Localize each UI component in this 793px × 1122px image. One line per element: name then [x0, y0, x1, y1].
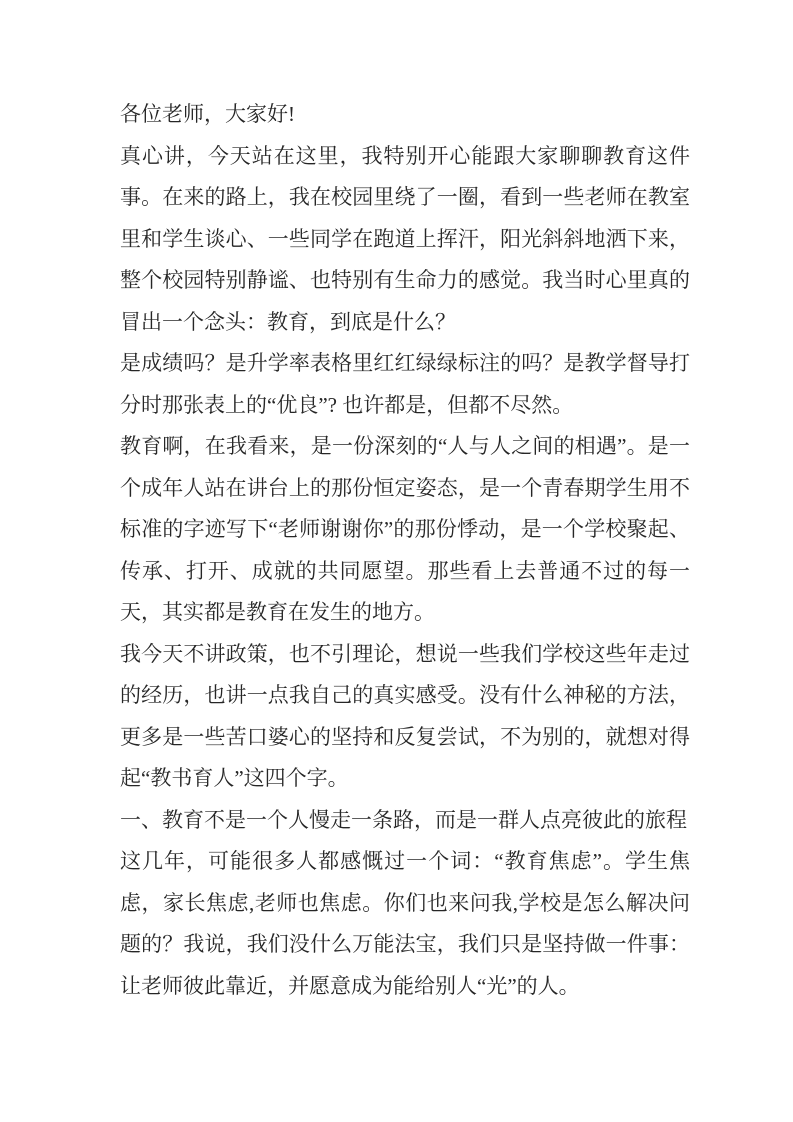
paragraph-intro: 真心讲，今天站在这里，我特别开心能跟大家聊聊教育这件事。在来的路上，我在校园里绕了一圈，看到一些老师在教室里和学生谈心、一些同学在跑道上挥汗，阳光斜斜地洒下来，整个校园特别静谧、也特别有生命力的感觉。我当时心里真的冒出一个念头：教育，到底是什么？ [120, 143, 690, 334]
paragraph-approach: 我今天不讲政策，也不引理论，想说一些我们学校这些年走过的经历，也讲一点我自己的真实感受。没有什么神秘的方法，更多是一些苦口婆心的坚持和反复尝试，不为别的，就想对得起“教书育人”这四个字。 [120, 641, 690, 790]
paragraph-definition: 教育啊，在我看来，是一份深刻的“人与人之间的相遇”。是一个成年人站在讲台上的那份恒定姿态，是一个青春期学生用不标准的字迹写下“老师谢谢你”的那份悸动，是一个学校聚起、传承、打开、成就的共同愿望。那些看上去普通不过的每一天，其实都是教育在发生的地方。 [120, 434, 690, 624]
paragraph-greeting: 各位老师，大家好! [120, 102, 295, 126]
section-heading: 一、教育不是一个人慢走一条路，而是一群人点亮彼此的旅程 [120, 807, 687, 832]
paragraph-question: 是成绩吗？是升学率表格里红红绿绿标注的吗？是教学督导打分时那张表上的“优良”? 也许都是，但都不尽然。 [120, 351, 690, 417]
document-body [120, 94, 690, 1007]
paragraph-anxiety: 这几年，可能很多人都感慨过一个词：“教育焦虑”。学生焦虑，家长焦虑,老师也焦虑。你们也来问我,学校是怎么解决问题的？我说，我们没什么万能法宝，我们只是坚持做一件事：让老师彼此靠近，并愿意成为能给别人“光”的人。 [120, 849, 690, 998]
